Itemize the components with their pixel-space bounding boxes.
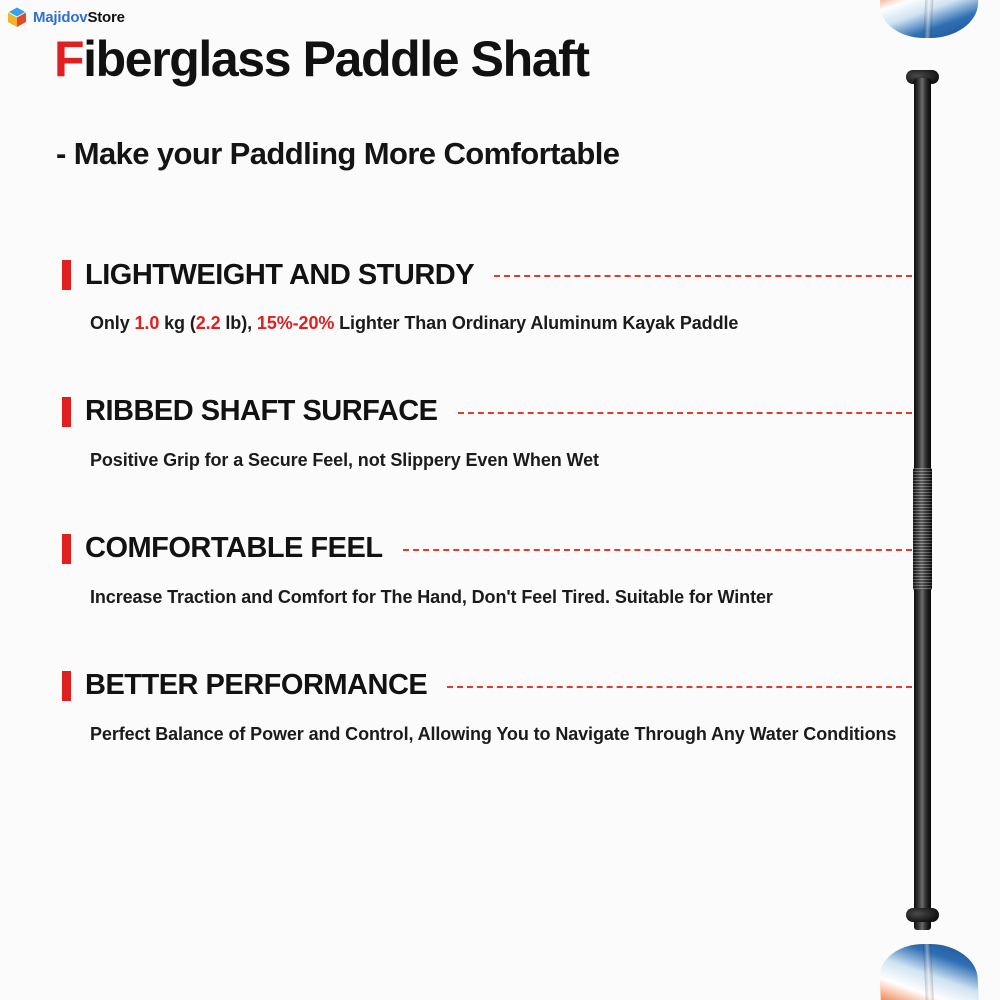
feature-body-text: Lighter Than Ordinary Aluminum Kayak Paddle [334, 313, 739, 333]
title-accent-letter: F [54, 31, 84, 87]
ribbed-shaft-section [913, 468, 932, 590]
dashed-rule [403, 549, 912, 551]
feature-header [62, 395, 912, 429]
feature-title: COMFORTABLE FEEL [85, 532, 383, 565]
feature-list [62, 258, 912, 749]
feature-header [62, 532, 912, 566]
brand-name [33, 9, 125, 26]
feature-title: RIBBED SHAFT SURFACE [85, 395, 438, 428]
feature-item [62, 532, 912, 612]
feature-body-text: lb), [220, 313, 257, 333]
feature-item [62, 669, 912, 749]
red-bar-icon [62, 397, 71, 427]
dashed-rule [458, 412, 912, 414]
feature-title: BETTER PERFORMANCE [85, 669, 428, 702]
feature-item [62, 395, 912, 475]
highlight-percentage: 15%-20% [256, 313, 335, 333]
paddle-collar-bottom [906, 908, 939, 922]
blade-rib [923, 0, 934, 38]
feature-body: Increase Traction and Comfort for The Hand, Don't Feel Tired. Suitable for Winter [90, 586, 773, 607]
dashed-rule [494, 275, 912, 277]
cube-logo-icon [6, 6, 28, 28]
kayak-paddle-photo [860, 0, 1000, 1000]
feature-header [62, 258, 912, 292]
feature-body [90, 310, 900, 338]
red-bar-icon [62, 671, 71, 701]
feature-body-text: kg ( [159, 313, 196, 333]
page-title [54, 30, 589, 88]
feature-body: Perfect Balance of Power and Control, Allowing You to Navigate Through Any Water Conditions [90, 723, 897, 744]
red-bar-icon [62, 260, 71, 290]
paddle-blade-top [878, 0, 979, 38]
brand-name-part1: Majidov [33, 8, 88, 26]
feature-body-text: Only [90, 313, 135, 333]
blade-rib [923, 944, 935, 1000]
brand-name-part2: Store [87, 8, 125, 26]
page-subtitle: - Make your Paddling More Comfortable [56, 136, 620, 171]
highlight-weight-lb: 2.2 [195, 313, 221, 333]
highlight-weight-kg: 1.0 [134, 313, 160, 333]
feature-header [62, 669, 912, 703]
brand-logo [6, 6, 125, 28]
feature-body: Positive Grip for a Secure Feel, not Slippery Even When Wet [90, 449, 599, 470]
feature-title: LIGHTWEIGHT AND STURDY [85, 258, 475, 291]
title-rest: iberglass Paddle Shaft [83, 31, 589, 87]
paddle-blade-bottom [878, 944, 980, 1000]
red-bar-icon [62, 534, 71, 564]
feature-item [62, 258, 912, 338]
dashed-rule [447, 686, 912, 688]
